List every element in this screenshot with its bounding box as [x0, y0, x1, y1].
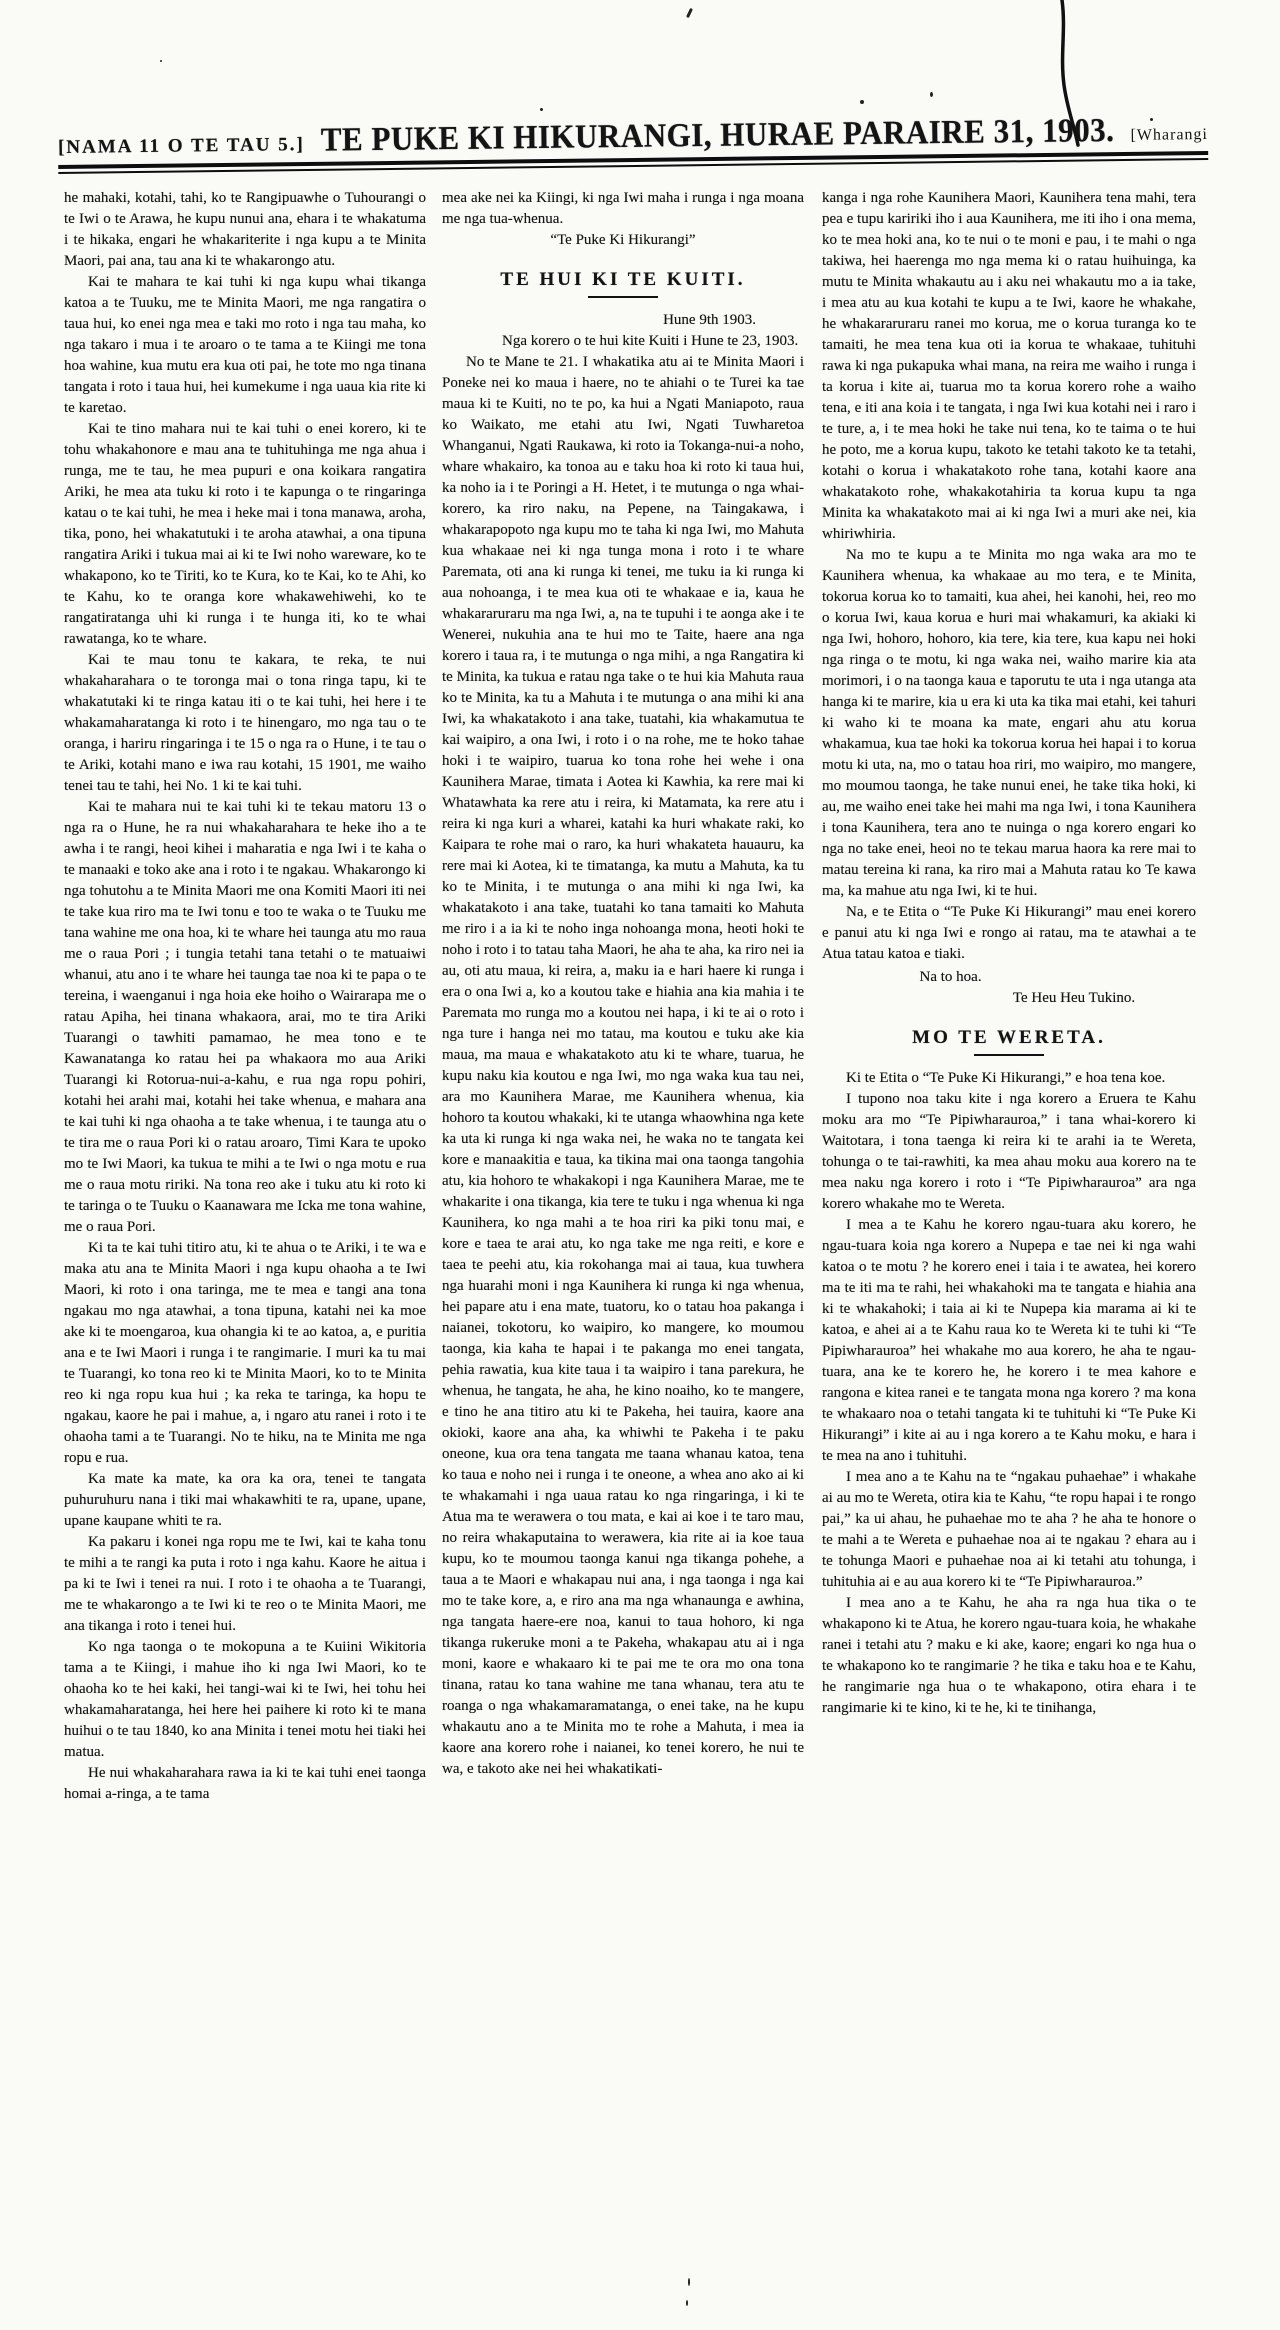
body-paragraph: he mahaki, kotahi, tahi, ko te Rangipuawhe o Tuhourangi o te Iwi o te Arawa, he kupu nunui ana, ehara i te whakatuma i te hikaka, engari he whakariterite i nga kupu a te Minita Maori, pai ana, tau ana ki te whakarongo atu. — [64, 190, 426, 269]
heading-rule — [974, 1054, 1044, 1056]
article-heading-te-hui-ki-te-kuiti: TE HUI KI TE KUITI. — [500, 269, 746, 290]
body-paragraph: Ki te Etita o “Te Puke Ki Hikurangi,” e hoa tena koe. — [846, 1070, 1166, 1086]
page-label: [Wharangi — [1130, 125, 1209, 144]
body-paragraph: Ka mate ka mate, ka ora ka ora, tenei te tangata puhuruhuru nana i tiki mai whakawhiti te ra, upane, upane, upane kaupane whiti te ra. — [64, 1471, 426, 1529]
issue-number: [NAMA 11 O TE TAU 5.] — [57, 134, 305, 159]
body-paragraph: Ki ta te kai tuhi titiro atu, ki te ahua o te Ariki, i te wa e maka atu ana te Minita Maori i nga kupu ohaoha a te Iwi Maori, ki roto i ona taringa, me te mea e tangi ana tona ngakau mo nga atawhai, a tona tipuna, katahi nei ka moe ake ki te moengaroa, kua ohangia ki te ao katoa, a, e puritia ana e te Iwi Maori i runga i te rangimarie. I muri ka tu mai te Tuarangi, ko tona reo ki te Minita Maori, ko to te Minita reo ki nga ropu kua hui ; ka reka te taringa, ka hopu te ngakau, kaore he pai i mahue, a, i ngaro atu ranei i roto i te ohaoha tami a te Tuarangi. No te hiku, na te Minita me nga ropu e rua. — [64, 1240, 426, 1466]
article-dateline: Hune 9th 1903. — [663, 312, 756, 328]
heading-rule — [588, 296, 658, 298]
body-paragraph: Kai te tino mahara nui te kai tuhi o enei korero, ki te tohu whakahonore e mau ana te tuhituhinga me nga ahua i runga, me te tau, he mea pupuri e ona koikara rangatira Ariki, he mea ata tuku ki roto i te kapunga o te ringaringa katau o te kai tuhi, he mea i heke mai i tona manawa, aroha, tika, pono, hei whakatutuki i te aroha atawhai, a ona tipuna rangatira Ariki i tukua mai ai ki te Iwi noho wareware, ko te whakapono, ko te Tiriti, ko te Kura, ko te Kai, ko te Ahi, ko te Kahu, ko te oranga kore whakawehiwehi, ko te rangatiratanga uhi ki runga i te hunga iti, ko te whai rawatanga, ko te whare. — [64, 421, 426, 647]
body-paragraph: kanga i nga rohe Kaunihera Maori, Kaunihera tena mahi, tera pea e tupu kaririki iho i aua Kaunihera, me iti iho i ona mema, ko te mea hoki ana, ko te nui o te moni e pau, i te mahi o nga takiwa, hei haerenga mo nga mema ki o ratau huihuinga, ka mutu te Minita whakautu au i aku nei whakautu mo a ia take, i mea atu au kua kotahi te kupu a te Iwi, kaore he whakahe, he whakararuraru ranei mo korua, me o korua turanga ko te tamaiti, he mea tena kua oti ia korua te whakaae, tuhituhi rawa ki nga pukapuka whai mana, na reira me waiho i runga i ta korua i kite ai, tuarua mo ta korua korero rohe a waiho tena, e iti ana koia i te tangata, i nga Iwi kua kotahi nei i raro i te ture, a, i te mea hoki he take nui tena, ko te taima o te hui he poto, me a korua kupu, takoto ke tetahi takoto ke ta tetahi, kotahi o korua i whakatakoto rohe tana, kotahi kaore ana whakatakoto rohe, whakakotahiria ta korua kupu ta nga Minita ka whakatakoto mai ai ki nga Iwi a muri ake nei, kia whiriwhiria. — [822, 190, 1196, 542]
body-paragraph: Kai te mahara te kai tuhi ki nga kupu whai tikanga katoa a te Tuuku, me te Minita Maori, me nga rangatira o taua hui, ko enei nga mea e taki mo roto i nga tau maha, ko nga takaro i mua i te aroaro o te tama a te Kiingi me tona hoa wahine, kua mutu era kua oti pai, he tote mo nga tinana tangata i roto i taua hui, hei kumekume i nga uaua kia rite ki te karetao. — [64, 274, 426, 416]
letter-signature: Te Heu Heu Tukino. — [1012, 990, 1136, 1006]
body-paragraph: No te Mane te 21. I whakatika atu ai te Minita Maori i Poneke nei ko maua i haere, no te ahiahi o te Turei ka tae maua ki te Kuiti, no te po, ka hui a Ngati Maniapoto, raua ko Waikato, me etahi atu Iwi, Ngati Tuwharetoa Whanganui, Ngati Raukawa, ki roto ia Tokanga-nui-a noho, whare whakairo, ka tonoa au e taku hoa ki roto ki taua hui, ka noho ia i te Poringi a H. Hetet, i te mutunga o nga whai-korero, ka riro naku, na Pepene, na Taingakawa, i whakarapopoto nga kupu mo te taha ki nga Iwi, mo Mahuta kua whakaae nei ki nga tunga mona i roto i te whare Paremata, oti ana ki runga ki tenei, me tuku ia ki runga ki aua nohoanga, i te mea kua oti te whakaae e ia, kaua he whakararuraru ma nga Iwi, a, na te tupuhi i te aonga ake i te Wenerei, nukuhia ana te hui mo te Taite, haere ana nga korero i taua ra, i te mutunga o nga mihi, a nga Rangatira ki te Minita, ka tukua e ratau nga take o te hui kia Mahuta raua ko te Minita, ka tu a Mahuta i te mutunga o ana mihi ki ana Iwi, ka whakatakoto i ana take, tuatahi, kia whakamutua te kai waipiro, a ona Iwi, i roto i o na rohe, me te hoko tahae hoki i te waipiro, tuarua ko tona rohe hei wehe i ona Kaunihera Marae, timata i Aotea ki Kawhia, ka rere mai ki Whatawhata ka rere atu i reira, ki Matamata, ka rere atu i reira ki nga kuri a wharei, katahi ka huri whakate raki, ko Kaipara te rohe mai o raro, ka huri whakateta hauauru, ka rere mai ki Aotea, ki te timatanga, ka mutu a Mahuta, ka tu ko te Minita, i te mutunga o ana mihi ki nga Iwi, ka whakatakoto i ana take, tuatahi ko tana tamaiti ko Mahuta me riro i a ia ki te noho inga nohoanga mona, heoti hoki te noho i roto i to tatau taha Maori, he aha te aha, ka riro nei ia au, oti atu maua, ki reira, a, maku ia e hari haere ki runga i era o ona Iwi a, ko a koutou take e hiahia ana kia mahia i te Paremata mo runga mo a koutou nei hapa, i ki te ai o roto i nga ture i hanga nei mo tatau, ma koutou e tuku ake kia maua, ma maua e whakatakoto atu ki te whare, tuarua, he kupu naku kia koutou e nga Iwi, mo nga waka kua tau nei, ara mo Kaunihera Marae, me Kaunihera whenua, kia hohoro ta koutou whakaki, ki te utanga whaowhina nga kete ka uta ki runga ki nga waka nei, he waka no te tangata kei kore e manaakitia e taua, ka tikina mai ona taonga tangohia atu, kia hohoro te whakakopi i nga Kaunihera Marae, me te whakarite i ona tikanga, kia tere te tuku i nga whenua ki nga Kaunihera, ko nga mahi a te hoa riri ka piki tonu mai, e kore e taea te arai atu, ko nga take me nga reiti, e kore e taea te peehi atu, kia rokohanga mai ai taua, kua tuwhera nga huarahi moni i nga Kaunihera ki runga ki nga whenua, hei papare atu i ena mate, tuatoru, ko o tatau hoa pakanga i naianei, tokotoru, ko waipiro, ko mangere, ko moumou taonga, kia kaha te hapai i te pakanga mo enei tangata, pehia rawatia, kua kite taua i ta waipiro i tana parekura, he whenua, he tangata, he aha, he kino noaiho, ko te mangere, e tino he ana titiro atu ki te Pakeha, hei tauira, kaore ana okioki, kaore ana aha, ka whiwhi te Pakeha i te paku oneone, kua ora tena tangata me taana whanau katoa, tena ko taua e noho nei i runga i te oneone, a whea ano ako ai ki te whakamahi i nga uaua ratau ko nga ringaringa, i ki te Atua ma te werawera o tou mata, e kai ai koe i te taro mau, no reira whakaputaina to werawera, kia rite ai ia koe taua kupu, ko te moumou taonga kanui nga tikanga pohehe, a taua a te Maori e whakapau nui ana, i nga taonga i nga kai mo te take kore, a, e riro ana ma nga whanaunga e awhina, nga tangata haere-ere noa, kanui to taua hohoro, ki nga tikanga rukeruke moni a te Pakeha, whakapau atu ai i nga moni, kaore e whakaaro ki te pai me te ora mo ona tona tinana, ratau ko tana wahine me tana whanau, tera atu te roanga o nga whakamaramatanga, o enei take, na he kupu whakautu ano a te Minita mo te rohe a Mahuta, i mea ia kaore ana korero rohe i naianei, ko tenei korero, he nui te wa, e takoto ake nei hei whakatikati- — [442, 354, 804, 1777]
body-paragraph: I mea ano a te Kahu na te “ngakau puhaehae” i whakahe ai au mo te Wereta, otira kia te Kahu, “te ropu hapai i te rongo pai,” ka ui ahau, he puhaehae mo te aha ? he aha te honore o te mahi a te Wereta e puhaehae noa ai te ngakau ? ehara au i te tohunga Maori e puhaehae noa ai ki tetahi atu tohunga, i tuhituhia ai e au aua korero ki te “Te Pipiwharauroa.” — [822, 1469, 1196, 1590]
pen-stroke-mark — [1040, 0, 1100, 160]
body-paragraph: mea ake nei ka Kiingi, ki nga Iwi maha i runga i nga moana me nga tua-whenua. — [442, 190, 804, 227]
letter-closing: Na to hoa. — [919, 969, 982, 985]
ink-speck — [686, 2300, 688, 2306]
column-3 — [822, 188, 1196, 2170]
body-paragraph: Na, e te Etita o “Te Puke Ki Hikurangi” mau enei korero e panui atu ki nga Iwi e rongo ai ratau, ma te atawhai a te Atua tatau katoa e tiaki. — [822, 904, 1196, 962]
article-heading-mo-te-wereta: MO TE WERETA. — [912, 1027, 1106, 1048]
newspaper-motto: “Te Puke Ki Hikurangi” — [550, 232, 696, 248]
body-paragraph: He nui whakaharahara rawa ia ki te kai tuhi enei taonga homai a-ringa, a te tama — [64, 1765, 426, 1802]
column-1 — [64, 188, 426, 2170]
ink-speck — [1150, 118, 1153, 121]
body-paragraph: Kai te mahara nui te kai tuhi ki te tekau matoru 13 o nga ra o Hune, he ra nui whakaharahara te heke iho a te awha i te rangi, heoi kihei i maharatia e nga Iwi i te kaha o te manaaki e toko ake ana i roto i te ngakau. Whakarongo ki nga tohutohu a te Minita Maori me ona Komiti Maori iti nei te take kua riro ma te Iwi tonu e too te waka o te Tuuku me tana wahine me ona hoa, ki te whare hei taunga atu mo raua me o raua Pori ; i tungia tetahi tana tetahi o te matuaiwi whanui, atu ano i te whare hei taunga tae noa ki te papa o te tereina, i waenganui i nga hoia eke hoiho o Wairarapa me o ratau Apiha, hei tinana whakaora, arai, mo te tira Ariki Tuarangi o tawhiti pamamao, he mea tono e te Kawanatanga ko ratau hei pa whakaora mo aua Ariki Tuarangi ki Rotorua-nui-a-kahu, e rua nga ropu pohiri, kotahi hei arahi mai, kotahi hei take whenua, e mahara ana te kai tuhi ki nga ohaoha a te take whenua, i te taunga atu o te tira me o raua Pori ki o ratau aroaro, Timi Kara te upoko mo te Iwi Maori, ka tukua te mihi a te Iwi o nga motu e rua me o raua motu ririki. Na tona reo ake i tuku atu ki roto ki te taringa o te Tuuku o Kaanawara me Icka me tona wahine, me o raua Pori. — [64, 799, 426, 1235]
body-paragraph: Ko nga taonga o te mokopuna a te Kuiini Wikitoria tama a te Kiingi, i mahue iho ki nga Iwi Maori, ko te ohaoha ko te hei kaki, hei tangi-wai ki te Iwi, hei tohu hei whakamaharatanga, hei here hei paihere ki roto ki te mana huihui o te tau 1840, ko ana Minita i tenei motu hei tiaki hei matua. — [64, 1639, 426, 1760]
ink-speck — [930, 92, 933, 97]
masthead — [58, 111, 1209, 174]
body-paragraph: I mea ano a te Kahu, he aha ra nga hua tika o te whakapono ki te Atua, he korero ngau-tuara koia, he whakahe ranei i tetahi atu ? maku e ki ake, kaore; engari ko nga hua o te whakapono ko te rangimarie ? he tika e taku hoa e te Kahu, he rangimarie nga hua o te whakapono, otira ehara i te rangimarie ki te kino, ki te he, ki te tinihanga, — [822, 1595, 1196, 1716]
body-paragraph: Na mo te kupu a te Minita mo nga waka ara mo te Kaunihera whenua, ka whakaae au mo tera, e te Minita, tokorua korua ko to tamaiti, kua ahei, hei kanohi, hei, reo mo o korua Iwi, kaua korua e huri mai whakamuri, ka akiaki ki nga Iwi, hohoro, hohoro, kia tere, kia tere, kua kapu nei hoki nga ringa o te motu, ki nga waka nei, waiho marire kia ata morimori, i o na taonga kaua e taporutu te uta i nga utanga ata hanga ki te marire, kia u era ki uta ka tika mai etahi, kei tahuri ki waho ki te moana ka mate, engari ahu atu korua whakamua, kua tae hoki ka tokorua korua hei hapai i to korua motu ki uta, na, mo o tatau hoa riri, mo waipiro, mo mangere, mo moumou taonga, he take nunui enei, he take tika hoki, ki au, me waiho enei take hei mahi ma nga Iwi, i tona Kaunihera i tona Kaunihera, tera ano te nuinga o nga korero engari ko nga no take enei, heoi no te tekau marua haora ka rere mai to matau tereina ki rana, ka riro mai a Mahuta ratau ko Te kawa ma, ka mahue atu nga Iwi, ki te hui. — [822, 547, 1196, 899]
body-paragraph: Kai te mau tonu te kakara, te reka, te nui whakaharahara o te toronga mai o tona ringa tapu, ki te whakatutaki ki te ringa katau iti o te kai tuhi, hei here i te whakamaharatanga ki roto i te hinengaro, mo nga tau o te oranga, i hariru ringaringa i te 15 o nga ra o Hune, i te tau o te Ariki, kotahi mano e iwa rau kotahi, 15 1901, me waiho tenei tau te tahi, hei No. 1 ki te kai tuhi. — [64, 652, 426, 794]
column-2 — [442, 188, 804, 2170]
ink-speck — [686, 8, 693, 18]
ink-speck — [160, 60, 162, 62]
newspaper-title: TE PUKE KI HIKURANGI, HURAE PARAIRE 31, 1903. — [320, 110, 1115, 159]
ink-speck — [540, 108, 543, 111]
body-paragraph: I tupono noa taku kite i nga korero a Eruera te Kahu moku ara mo “Te Pipiwharauroa,” i tana whai-korero ki Waitotara, i tona taenga ki reira ki te arahi ia te Wereta, tohunga o te tai-rawhiti, ka mea ahau moku aua korero na te mea naku nga korero i roto i “Te Pipiwharauroa” ara nga korero whakahe mo te Wereta. — [822, 1091, 1196, 1212]
ink-speck — [688, 2278, 690, 2286]
ink-speck — [860, 100, 864, 104]
body-paragraph: I mea a te Kahu he korero ngau-tuara aku korero, he ngau-tuara koia nga korero a Nupepa e tae nei ki nga wahi katoa o te motu ? he korero enei i taia i te awatea, hei korero ma te iti ma te rahi, hei whakahoki ma te tangata e hiahia ana ki te whakahoki; i taia ai ki te Nupepa kia marama ai ki te katoa, e ahei ai a te Kahu raua ko te Wereta ki te tuhi ki “Te Pipiwharauroa” hei whakahe mo aua korero, he aha te ngau-tuara, ana ke te korero he, he korero i te mea kahore e rangona e kitea ranei e te tangata mona nga korero ? ma kona te whakaaro noa o tetahi tangata ki te tuhituhi ki “Te Puke Ki Hikurangi” i kite ai au i nga korero a te Kahu moku, e hara i te mea na ano i tuhituhi. — [822, 1217, 1196, 1464]
body-paragraph: Ka pakaru i konei nga ropu me te Iwi, kai te kaha tonu te mihi a te rangi ka puta i roto i nga kahu. Kaore he aitua i pa ki te Iwi i tenei ra nui. I roto i te ohaoha a te Tuarangi, me te whakarongo a te Iwi ki te reo o te Minita Maori, me ana tikanga i roto i tenei hui. — [64, 1534, 426, 1634]
article-intro: Nga korero o te hui kite Kuiti i Hune te 23, 1903. — [502, 333, 799, 349]
